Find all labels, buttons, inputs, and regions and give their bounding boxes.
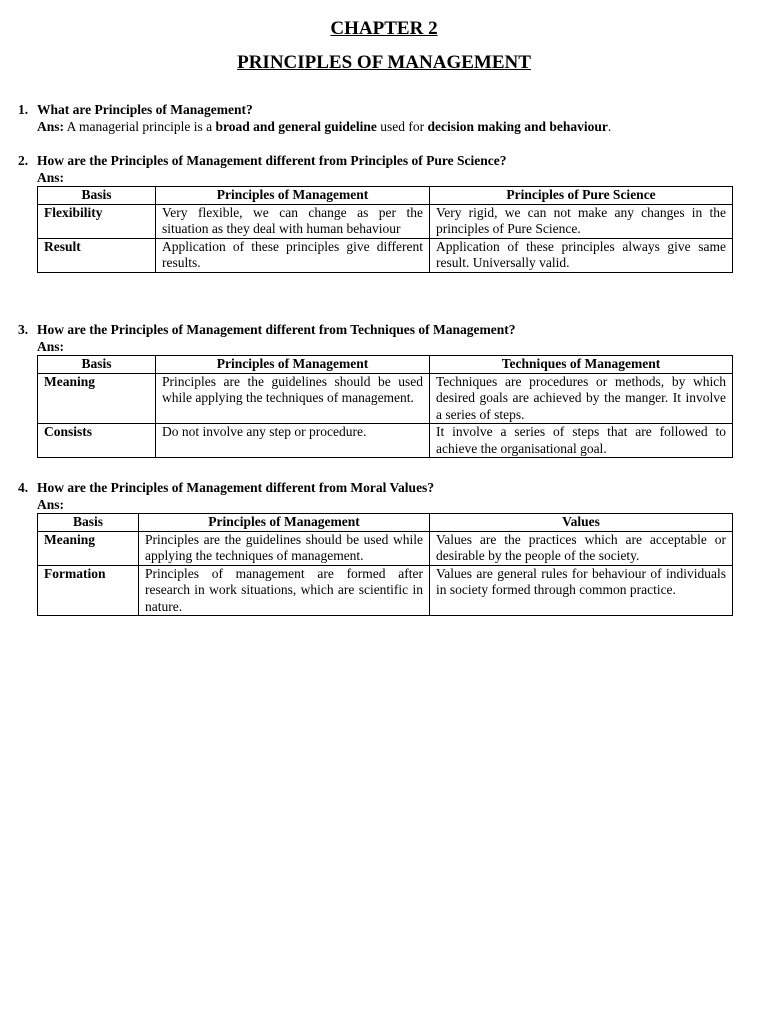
table-basis-cell: Flexibility xyxy=(38,204,156,238)
table-cell: It involve a series of steps that are followed to achieve the organisational goal. xyxy=(430,424,733,458)
table-row xyxy=(38,531,733,565)
answer-3-label-line xyxy=(18,339,732,356)
table-header-cell: Techniques of Management xyxy=(430,356,733,374)
answer-4-label: Ans: xyxy=(37,496,65,512)
question-2-block xyxy=(18,153,732,273)
comparison-table-3 xyxy=(37,355,733,458)
table-row xyxy=(38,238,733,272)
table-cell: Techniques are procedures or methods, by which desired goals are achieved by the manger. It involve a series of steps. xyxy=(430,373,733,424)
question-4-number: 4. xyxy=(18,480,29,495)
answer-3-label: Ans: xyxy=(37,338,65,354)
question-1 xyxy=(18,102,732,119)
table-cell: Very flexible, we can change as per the situation as they deal with human behaviour xyxy=(156,204,430,238)
answer-1-text-part1: A managerial principle is a xyxy=(64,118,216,134)
answer-1-text-part2: used for xyxy=(376,118,428,134)
question-4 xyxy=(18,480,732,497)
table-header-cell: Principles of Management xyxy=(156,356,430,374)
table-header-cell: Basis xyxy=(38,356,156,374)
table-row xyxy=(38,204,733,238)
question-3-text: How are the Principles of Management different from Techniques of Management? xyxy=(37,322,516,337)
answer-1-bold-part2: decision making and behaviour xyxy=(427,118,608,134)
table-header-row xyxy=(38,187,733,205)
answer-1-text-part3: . xyxy=(607,118,612,134)
page-title: PRINCIPLES OF MANAGEMENT xyxy=(237,52,531,73)
question-2-number: 2. xyxy=(18,153,29,168)
table-cell: Application of these principles always give same result. Universally valid. xyxy=(430,238,733,272)
question-1-text: What are Principles of Management? xyxy=(37,102,253,117)
table-header-cell: Principles of Pure Science xyxy=(430,187,733,205)
answer-4-label-line xyxy=(18,497,732,514)
question-3-number: 3. xyxy=(18,322,29,337)
answer-1 xyxy=(18,119,732,136)
table-header-cell: Basis xyxy=(38,187,156,205)
table-basis-cell: Result xyxy=(38,238,156,272)
table-header-cell: Principles of Management xyxy=(156,187,430,205)
comparison-table-2 xyxy=(37,186,733,273)
question-4-text: How are the Principles of Management different from Moral Values? xyxy=(37,480,435,495)
question-2-text: How are the Principles of Management different from Principles of Pure Science? xyxy=(37,153,507,168)
table-header-cell: Principles of Management xyxy=(139,514,430,532)
table-cell: Application of these principles give different results. xyxy=(156,238,430,272)
table-header-row xyxy=(38,356,733,374)
question-1-block xyxy=(18,102,732,135)
answer-1-label: Ans: xyxy=(37,118,65,134)
table-basis-cell: Meaning xyxy=(38,373,156,424)
table-cell: Principles of management are formed after research in work situations, which are scientific in nature. xyxy=(139,565,430,616)
chapter-heading: CHAPTER 2 xyxy=(330,18,438,39)
table-cell: Do not involve any step or procedure. xyxy=(156,424,430,458)
question-4-block xyxy=(18,480,732,616)
question-3 xyxy=(18,322,732,339)
table-basis-cell: Meaning xyxy=(38,531,139,565)
table-basis-cell: Consists xyxy=(38,424,156,458)
table-row xyxy=(38,373,733,424)
table-row xyxy=(38,565,733,616)
answer-2-label: Ans: xyxy=(37,169,65,185)
table-basis-cell: Formation xyxy=(38,565,139,616)
answer-2-label-line xyxy=(18,170,732,187)
comparison-table-4 xyxy=(37,513,733,616)
table-header-row xyxy=(38,514,733,532)
table-cell: Values are general rules for behaviour of individuals in society formed through common practice. xyxy=(430,565,733,616)
question-2 xyxy=(18,153,732,170)
table-header-cell: Values xyxy=(430,514,733,532)
table-cell: Principles are the guidelines should be used while applying the techniques of management. xyxy=(156,373,430,424)
question-3-block xyxy=(18,322,732,458)
answer-1-bold-part1: broad and general guideline xyxy=(215,118,377,134)
table-cell: Very rigid, we can not make any changes in the principles of Pure Science. xyxy=(430,204,733,238)
table-cell: Values are the practices which are acceptable or desirable by the people of the society. xyxy=(430,531,733,565)
table-cell: Principles are the guidelines should be used while applying the techniques of management. xyxy=(139,531,430,565)
table-header-cell: Basis xyxy=(38,514,139,532)
question-1-number: 1. xyxy=(18,102,29,117)
table-row xyxy=(38,424,733,458)
